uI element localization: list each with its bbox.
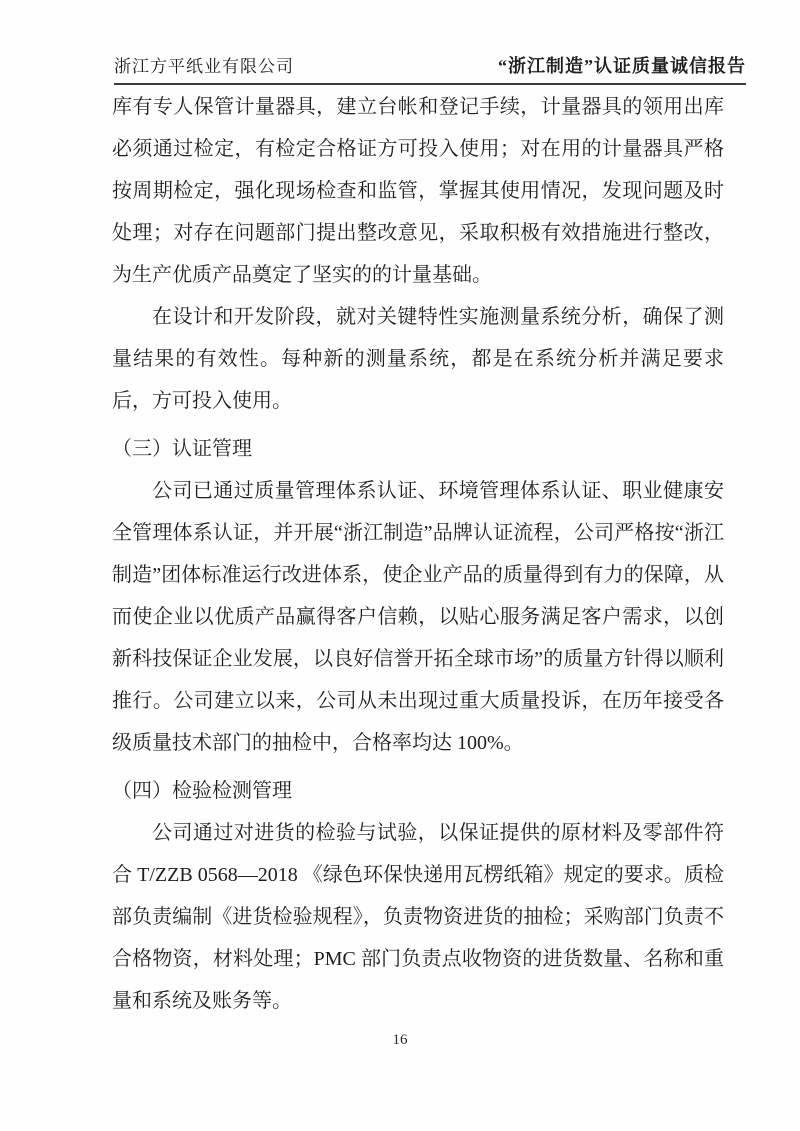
paragraph: 公司通过对进货的检验与试验，以保证提供的原材料及零部件符合 T/ZZB 0568—2018 《绿色环保快递用瓦楞纸箱》规定的要求。质检部负责编制《进货检验规程》，负责物资进货的抽检；采购部门负责不合格物资，材料处理；PMC 部门负责点收物资的进货数量、名称和重量和系统及账务等。 (112, 822, 724, 1012)
document-body (112, 86, 724, 1022)
section-heading: （三）认证管理 (112, 438, 252, 460)
section-heading: （四）检验检测管理 (112, 780, 292, 802)
paragraph: 在设计和开发阶段，就对关键特性实施测量系统分析，确保了测量结果的有效性。每种新的测量系统，都是在系统分析并满足要求后，方可投入使用。 (112, 306, 724, 412)
page-footer (0, 1032, 800, 1049)
header-report-title: “浙江制造”认证质量诚信报告 (498, 56, 746, 76)
paragraph: 库有专人保管计量器具，建立台帐和登记手续，计量器具的领用出库必须通过检定，有检定合格证方可投入使用；对在用的计量器具严格按周期检定，强化现场检查和监管，掌握其使用情况，发现问题及时处理；对存在问题部门提出整改意见，采取积极有效措施进行整改，为生产优质产品奠定了坚实的的计量基础。 (112, 96, 724, 286)
header-company-name: 浙江方平纸业有限公司 (114, 57, 294, 76)
page-header (114, 52, 746, 85)
page-number: 16 (392, 1032, 408, 1048)
paragraph: 公司已通过质量管理体系认证、环境管理体系认证、职业健康安全管理体系认证，并开展“浙江制造”品牌认证流程，公司严格按“浙江制造”团体标准运行改进体系，使企业产品的质量得到有力的保障，从而使企业以优质产品赢得客户信赖，以贴心服务满足客户需求，以创新科技保证企业发展，以良好信誉开拓全球市场”的质量方针得以顺利推行。公司建立以来，公司从未出现过重大质量投诉，在历年接受各级质量技术部门的抽检中，合格率均达 100%。 (112, 480, 724, 754)
